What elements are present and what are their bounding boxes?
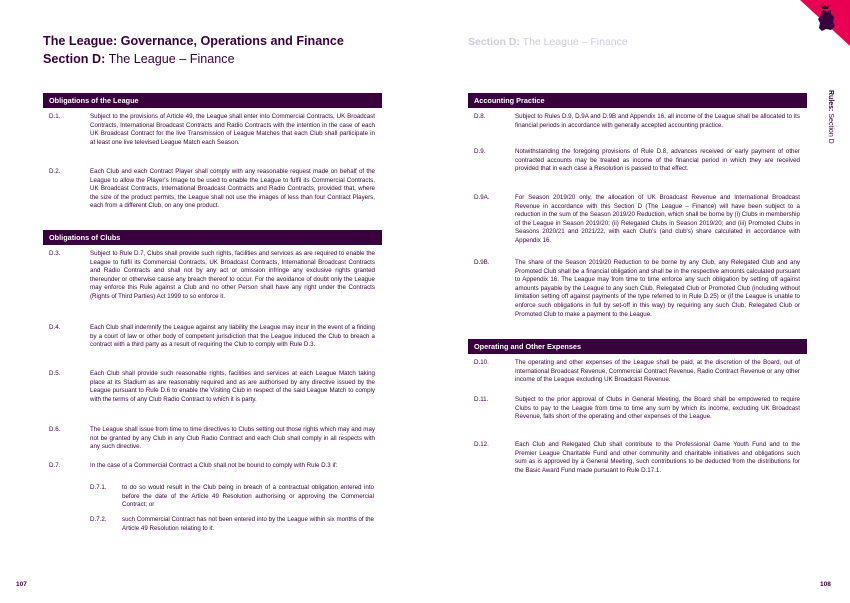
rule-d7-1-text: to do so would result in the Club being in breach of a contractual obligation entered into before the date of the Article 49 Resolution authorising or approving the Commercial Contract; or xyxy=(122,484,374,509)
rule-d9a xyxy=(474,194,807,252)
rule-d3-number: D.3. xyxy=(49,250,61,257)
section-heading-left-bold: Section D: xyxy=(43,52,106,66)
side-tab-label xyxy=(827,90,834,144)
rule-d9a-text: For Season 2019/20 only, the allocation of UK Broadcast Revenue and International Broadcast Revenue in accordance with this Section D (The League – Finance) will have been subject to a reduction in the sum of the Season 2019/20 Reduction, which shall be borne by (i) Clubs in membership of the League in Season 2019/20; (ii) Relegated Clubs in Season 2019/20; and (iii) Promoted Clubs in Seasons 2020/21 and 2021/22, with each Club's (and club's) share calculated in accordance with Appendix 16. xyxy=(515,194,800,244)
section-heading-left xyxy=(43,52,235,66)
side-tab-bold: Rules: xyxy=(827,90,834,112)
rule-d6 xyxy=(49,426,382,456)
section-heading-right-rest: The League – Finance xyxy=(522,36,628,48)
rule-d5 xyxy=(49,370,382,420)
rule-d3 xyxy=(49,250,382,320)
rule-d7-number: D.7. xyxy=(49,462,61,469)
rule-d7-1 xyxy=(90,484,380,514)
rule-d9 xyxy=(474,148,807,188)
rule-d7-2-text: such Commercial Contract has not been entered into by the League within six months of the Article 49 Resolution relating to it. xyxy=(122,516,374,532)
rule-d8-number: D.8. xyxy=(474,113,486,120)
rule-d7 xyxy=(49,462,382,482)
rule-d2-number: D.2. xyxy=(49,168,61,175)
document-title: The League: Governance, Operations and Finance xyxy=(43,34,344,48)
rule-d7-2 xyxy=(90,516,380,536)
rule-d6-number: D.6. xyxy=(49,426,61,433)
rule-d9a-number: D.9A. xyxy=(474,194,490,201)
rule-d9-text: Notwithstanding the foregoing provisions of Rule D.8, advances received or early payment of other contracted accounts may be treated as income of the financial period in which they are received provided that in each case a Resolution is passed to that effect. xyxy=(515,148,800,173)
rule-d5-number: D.5. xyxy=(49,370,61,377)
rule-d11 xyxy=(474,396,807,436)
rule-d7-1-number: D.7.1. xyxy=(90,484,107,491)
rule-d1-text: Subject to the provisions of Article 49, the League shall enter into Commercial Contracts, UK Broadcast Contracts, International Broadcast Contracts and Radio Contracts with the intention in the case of each UK Broadcast Contract for the live Transmission of League Matches that each Club shall participate in at least one live televised League Match each Season. xyxy=(90,113,375,146)
section-heading-right xyxy=(468,36,628,48)
section-heading-left-rest: The League – Finance xyxy=(108,52,235,66)
rule-d2 xyxy=(49,168,382,226)
rule-d10 xyxy=(474,359,807,389)
rule-d4-number: D.4. xyxy=(49,324,61,331)
rule-d8 xyxy=(474,113,807,143)
rule-d5-text: Each Club shall provide such reasonable rights, facilities and services at each League Match taking place at its Stadium as are reasonably required and as are authorised by any directive issued by the League pursuant to Rule D.6 to enable the Visiting Club in respect of the said League Match to comply with the terms of any Club Radio Contract to which it is party. xyxy=(90,370,375,403)
rule-d10-number: D.10. xyxy=(474,359,489,366)
side-tab-rest: Section D xyxy=(827,113,834,144)
rule-d11-text: Subject to the prior approval of Clubs in General Meeting, the Board shall be empowered to require Clubs to pay to the League from time to time any sum by which its income, excluding UK Broadcast Revenue, falls short of the operating and other expenses of the League. xyxy=(515,396,800,421)
heading-operating-and-other-expenses: Operating and Other Expenses xyxy=(468,339,807,354)
rule-d8-text: Subject to Rules D.9, D.9A and D.9B and Appendix 16, all income of the League shall be allocated to its financial periods in accordance with generally accepted accounting practice. xyxy=(515,113,800,129)
page-number-right: 108 xyxy=(820,581,831,588)
rule-d9b xyxy=(474,259,807,335)
rule-d9b-text: The share of the Season 2019/20 Reduction to be borne by any Club, any Relegated Club and any Promoted Club shall be a financial obligation and shall be in the respective amounts calculated pursuant to Appendix 16. The League may from time to time enforce any such obligation by setting off against amounts payable by the League to any such Club, Relegated Club or Promoted Club (including without limitation setting off against payments of the type referred to in Rule D.25) or (if the League is unable to enforce such obligations in full by set-off in this way) by requiring any such Club, Relegated Club or Promoted Club to make a payment to the League. xyxy=(515,259,800,318)
rule-d12-text: Each Club and Relegated Club shall contribute to the Professional Game Youth Fund and to the Premier League Charitable Fund and other community and charitable initiatives and obligations such sum as is approved by a General Meeting, such contributions to be deducted from the distributions for the Basic Award Fund made pursuant to Rule D.17.1. xyxy=(515,441,800,474)
rule-d12 xyxy=(474,441,807,491)
rule-d6-text: The League shall issue from time to time directives to Clubs setting out those rights which may and may not be granted by any Club in any Club Radio Contract and each Club shall comply in all respects with any such directive. xyxy=(90,426,375,451)
rule-d4 xyxy=(49,324,382,364)
rule-d2-text: Each Club and each Contract Player shall comply with any reasonable request made on behalf of the League to allow the Player's Image to be used to enable the League to fulfil its Commercial Contracts, UK Broadcast Contracts, International Broadcast Contracts and Radio Contracts, provided that, where the size of the product permits, the League shall not use the images of less than four Contract Players, each from a different Club, on any one product. xyxy=(90,168,375,210)
rule-d1-number: D.1. xyxy=(49,113,61,120)
rule-d11-number: D.11. xyxy=(474,396,489,403)
heading-accounting-practice: Accounting Practice xyxy=(468,93,807,108)
heading-obligations-of-clubs: Obligations of Clubs xyxy=(43,230,382,245)
page-number-left: 107 xyxy=(16,581,27,588)
rule-d1 xyxy=(49,113,382,163)
section-heading-right-bold: Section D: xyxy=(468,36,520,48)
rule-d9b-number: D.9B. xyxy=(474,259,490,266)
rule-d12-number: D.12. xyxy=(474,441,489,448)
heading-obligations-of-the-league: Obligations of the League xyxy=(43,93,382,108)
premier-league-logo xyxy=(800,0,850,46)
rule-d9-number: D.9. xyxy=(474,148,486,155)
rule-d3-text: Subject to Rule D.7, Clubs shall provide such rights, facilities and services as are required to enable the League to fulfil its Commercial Contracts, UK Broadcast Contracts, International Broadcast Contracts and Radio Contracts and shall not by any act or omission infringe any exclusive rights granted thereunder or otherwise cause any breach thereof to occur. For the avoidance of doubt only the League may enforce this Rule against a Club and no other Person shall have any right under the Contracts (Rights of Third Parties) Act 1999 to so enforce it. xyxy=(90,250,375,300)
rule-d4-text: Each Club shall indemnify the League against any liability the League may incur in the event of a finding by a court of law or other body of competent jurisdiction that the League induced the Club to breach a contract with a third party as a result of requiring the Club to comply with Rule D.3. xyxy=(90,324,375,349)
rule-d7-2-number: D.7.2. xyxy=(90,516,107,523)
rule-d7-text: In the case of a Commercial Contract a Club shall not be bound to comply with Rule D.3 if: xyxy=(90,462,338,469)
rule-d10-text: The operating and other expenses of the League shall be paid, at the discretion of the Board, out of International Broadcast Revenue, Commercial Contract Revenue, Radio Contract Revenue or any other income of the League excluding UK Broadcast Revenue. xyxy=(515,359,800,384)
